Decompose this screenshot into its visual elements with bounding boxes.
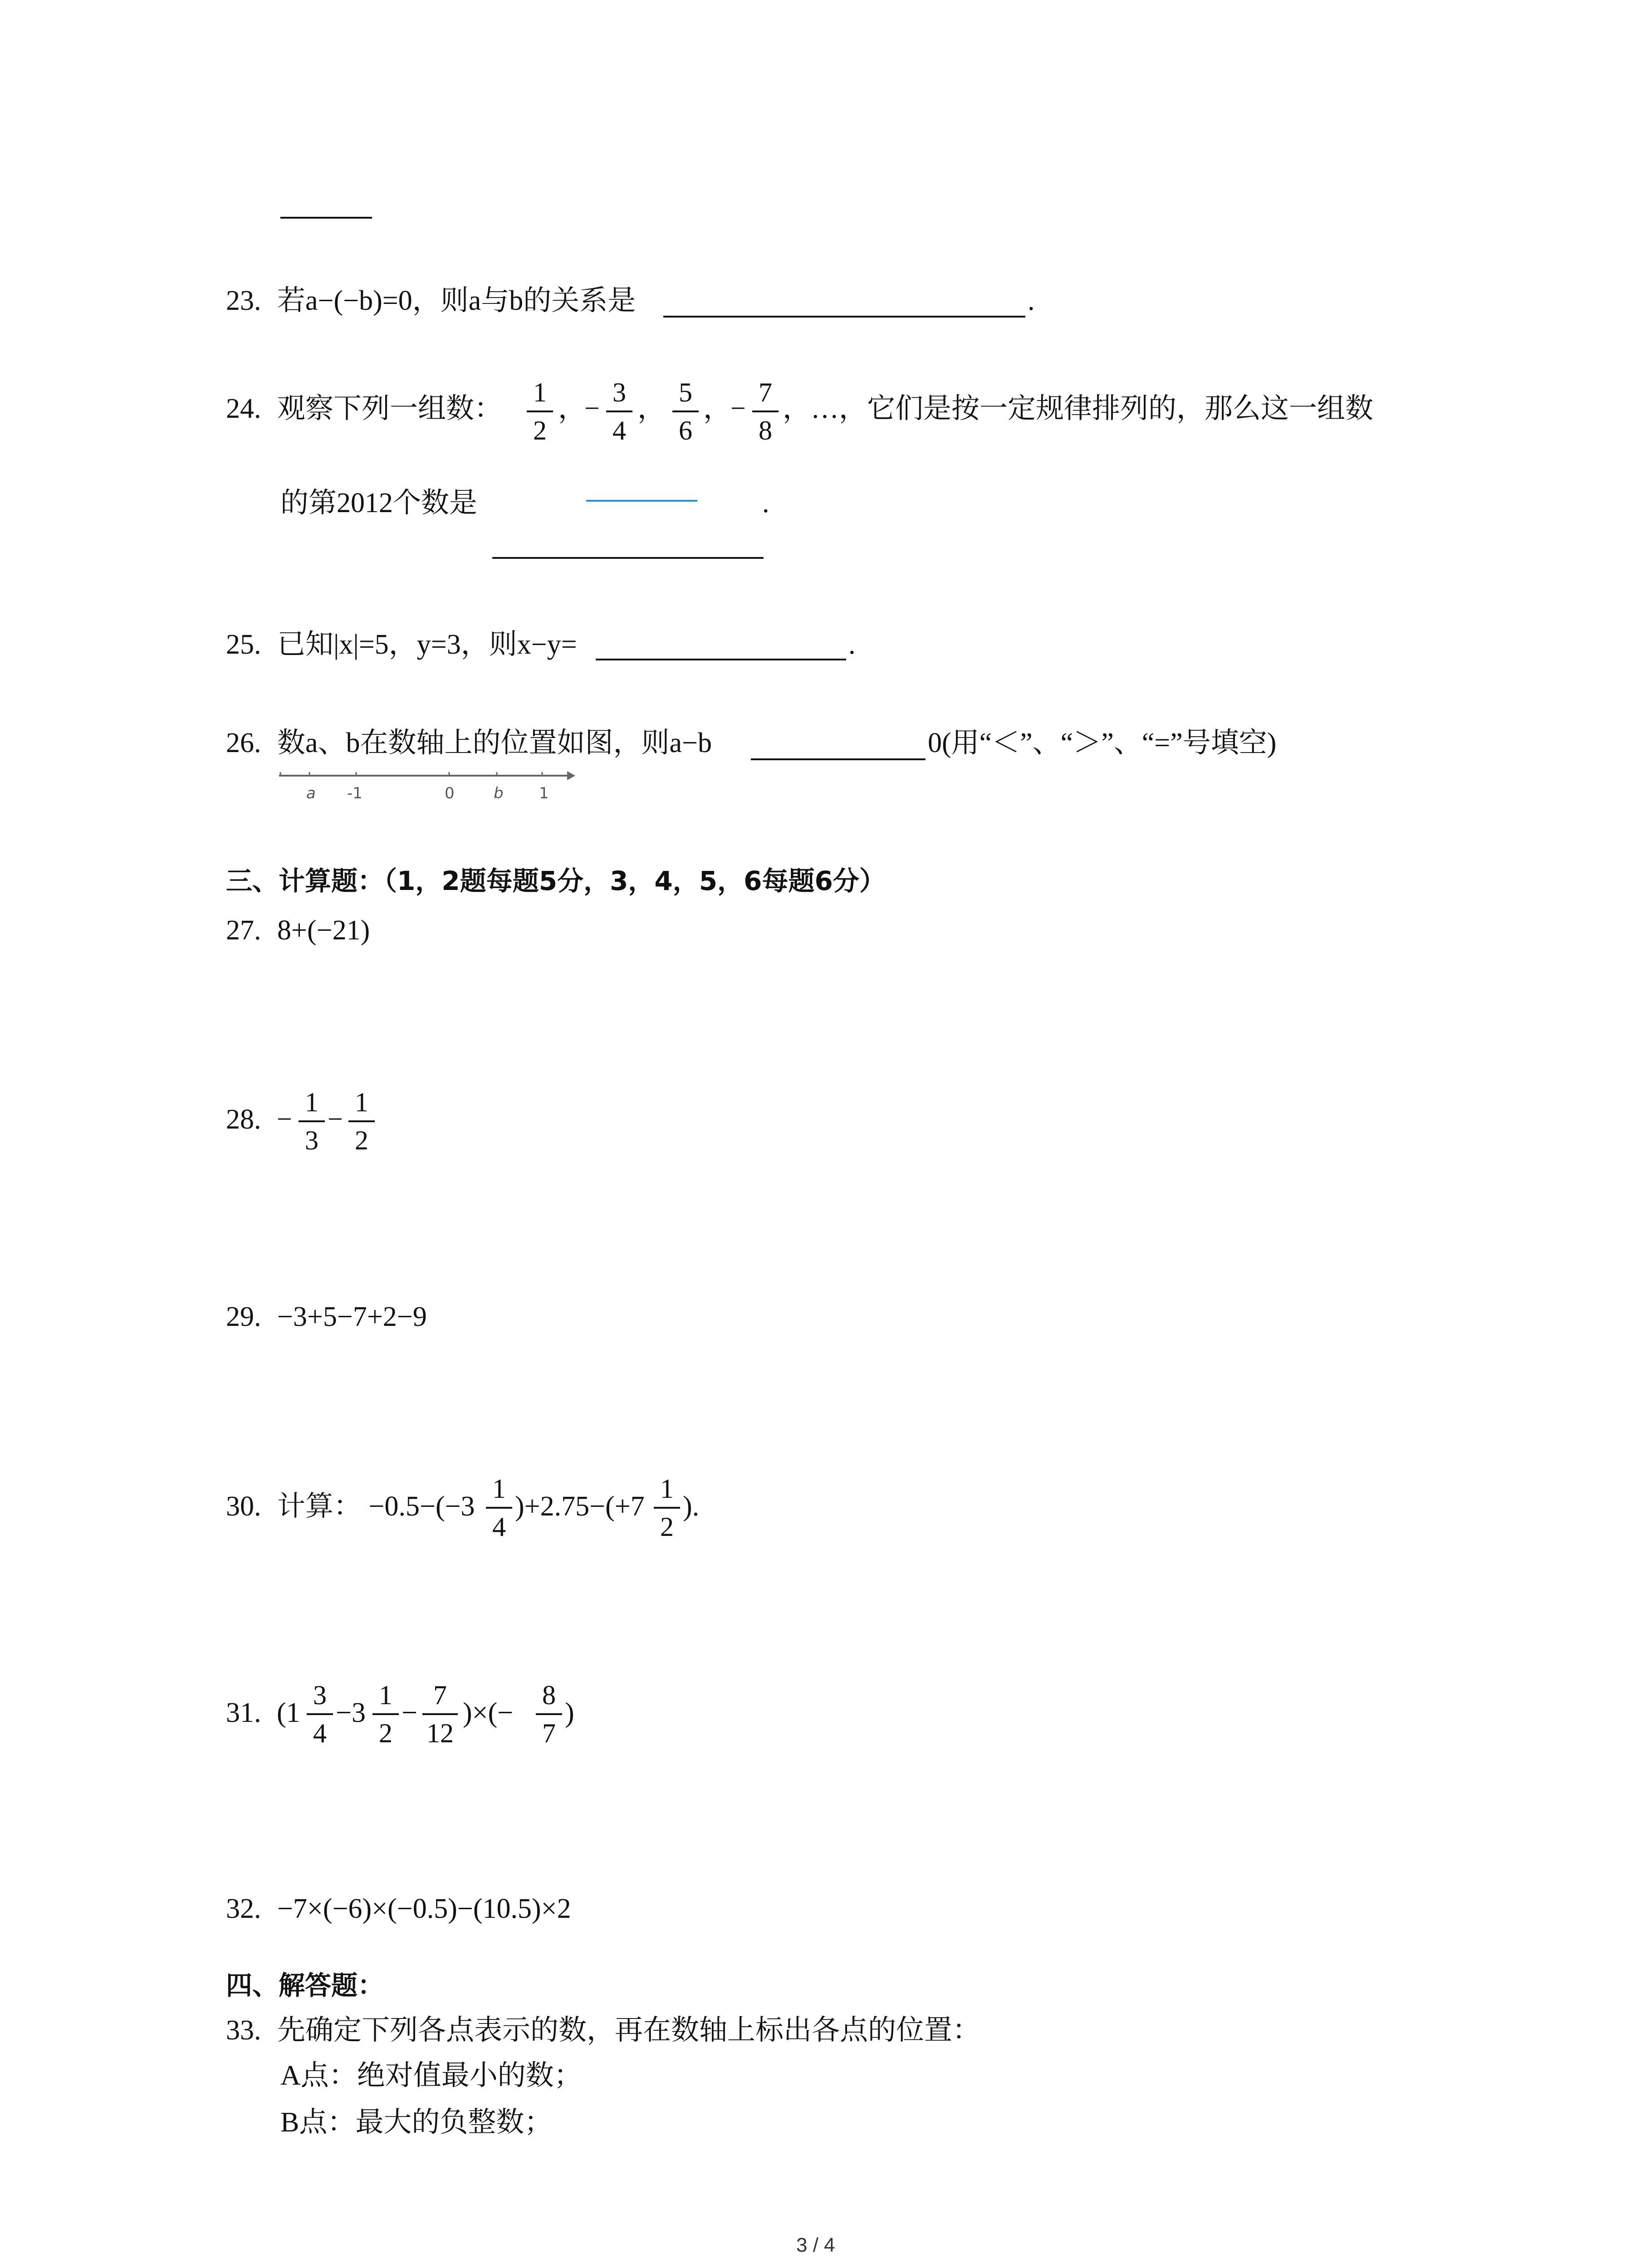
expression-part: −0.5−(−3	[368, 1491, 475, 1522]
section-title: 三、计算题：（1，2题每题5分，3，4，5，6每题6分）	[226, 865, 886, 896]
fraction-1: 1 2	[524, 379, 556, 444]
answer-blank-q26[interactable]	[751, 758, 926, 760]
sentence-end: .	[762, 488, 769, 518]
number-line-figure	[277, 767, 576, 807]
fraction: 1 2	[651, 1475, 683, 1540]
question-24-line2: 的第2012个数是	[280, 488, 478, 518]
question-number: 31.	[226, 1697, 261, 1728]
fraction-2: 3 4	[603, 379, 635, 444]
question-number: 26.	[226, 728, 261, 758]
question-25	[226, 631, 577, 659]
answer-blank-q25[interactable]	[596, 659, 846, 660]
question-text-tail: ，…，它们是按一定规律排列的，那么这一组数	[783, 393, 1374, 424]
question-number: 23.	[226, 285, 261, 316]
fraction: 1 3	[296, 1089, 328, 1154]
question-23	[226, 287, 636, 315]
sub-item: B点：最大的负整数；	[280, 2107, 553, 2138]
axis-label-b: b	[494, 784, 504, 802]
fraction-4: 7 8	[749, 379, 781, 444]
expression: 8+(−21)	[277, 915, 370, 946]
question-27	[226, 916, 370, 944]
fraction: 7 12	[420, 1681, 460, 1747]
answer-blank-q22	[280, 217, 372, 219]
fraction-sign: −	[730, 393, 746, 423]
answer-blank-q24[interactable]	[492, 557, 764, 559]
question-lead: 计算：	[277, 1491, 362, 1522]
axis-arrow	[567, 771, 575, 780]
question-26	[226, 729, 712, 757]
sub-item: A点：绝对值最小的数；	[280, 2060, 582, 2091]
comma: ，	[558, 393, 587, 424]
comma: ，	[703, 393, 732, 424]
fraction-3: 5 6	[670, 379, 701, 444]
question-text: 已知|x|=5，y=3，则x−y=	[277, 629, 577, 660]
question-number: 32.	[226, 1893, 261, 1924]
expression-part: )×(−	[463, 1697, 514, 1728]
section-title: 四、解答题：	[226, 1970, 384, 2001]
axis-label-1: 1	[539, 784, 549, 802]
sentence-end: .	[848, 629, 856, 660]
question-text-tail: 0(用“＜”、“＞”、“=”号填空)	[928, 728, 1277, 758]
minus-sign: −	[277, 1104, 292, 1134]
fraction: 3 4	[304, 1681, 336, 1747]
expression-part: −	[402, 1697, 417, 1728]
fraction-sign: −	[584, 393, 600, 423]
question-text: 观察下列一组数：	[277, 393, 503, 424]
fraction: 8 7	[533, 1681, 565, 1747]
minus-sign: −	[328, 1104, 343, 1134]
sentence-end: .	[1028, 285, 1035, 316]
axis-label-a: a	[306, 784, 316, 802]
answer-blank-q23[interactable]	[663, 316, 1025, 318]
answer-hint-line	[586, 500, 697, 502]
expression-part: −3	[336, 1697, 366, 1728]
question-33	[226, 2016, 980, 2044]
question-24-lead	[226, 395, 502, 423]
question-number: 29.	[226, 1301, 261, 1332]
expression: −7×(−6)×(−0.5)−(10.5)×2	[277, 1893, 571, 1924]
question-text: 数a、b在数轴上的位置如图，则a−b	[277, 728, 712, 758]
fraction: 1 2	[346, 1089, 377, 1154]
page-number: 3 / 4	[796, 2234, 835, 2256]
fraction: 1 2	[370, 1681, 402, 1747]
question-number: 28.	[226, 1104, 261, 1135]
expression-part: )+2.75−(+7	[515, 1491, 645, 1522]
question-number: 24.	[226, 393, 261, 424]
question-29	[226, 1303, 427, 1331]
question-text: 先确定下列各点表示的数，再在数轴上标出各点的位置：	[277, 2015, 981, 2046]
expression: −3+5−7+2−9	[277, 1301, 427, 1332]
comma: ，	[637, 393, 666, 424]
question-number: 25.	[226, 629, 261, 660]
question-text: 若a−(−b)=0，则a与b的关系是	[277, 285, 636, 316]
question-32	[226, 1895, 571, 1923]
question-number: 27.	[226, 915, 261, 946]
question-number: 33.	[226, 2015, 261, 2046]
fraction: 1 4	[483, 1475, 515, 1540]
question-number: 30.	[226, 1491, 261, 1522]
expression-part: (1	[277, 1697, 300, 1728]
expression-part: ).	[683, 1491, 700, 1522]
expression-part: )	[565, 1697, 574, 1728]
question-30	[226, 1492, 475, 1520]
axis-label-0: 0	[445, 784, 455, 802]
axis-label-neg1: -1	[347, 784, 362, 802]
